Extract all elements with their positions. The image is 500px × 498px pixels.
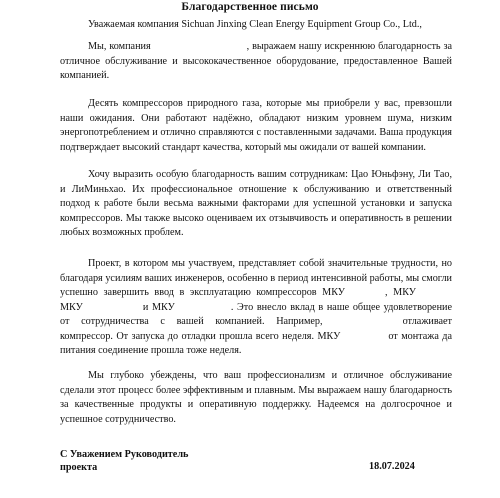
closing-line-2: проекта [60,462,98,473]
paragraph-conclusion: Мы глубоко убеждены, что ваш профессионализм и отличное обслуживание сделали этот процесс более эффективным и плавным. Мы выражаем нашу благодарность за качественные продукты и оперативную поддержку. Надеемся на долгосрочное и успешное сотрудничество. [60,370,452,425]
paragraph-project: Проект, в котором мы участвуем, представляет собой значительные трудности, но благодаря усилиям ваших инженеров, особенно в период интенсивной работы, мы смогли успешно завершить ввод в эксплуатацию компрессоров МКУ , МКУ МКУ и МКУ . Это внесло вклад в наше общее удовлетворение от сотрудничества с вашей компанией. Например, отлаживает компрессор. От запуска до отладки прошла всего неделя. МКУ от монтажа да питания соединение прошла тоже неделя. [60,258,452,356]
signature-block [60,448,188,474]
closing-line-1: С Уважением Руководитель [60,449,189,460]
letter-date: 18.07.2024 [369,461,415,472]
paragraph-staff: Хочу выразить особую благодарность вашим сотрудникам: Цао Юньфэну, Ли Тао, и ЛиМиньхао. Их профессиональное отношение к обслуживанию и ответственный подход к работе были весьма важными факторами для успешной установки и запуска компрессоров. Мы также высоко оцениваем их отзывчивость и оперативность в решении любых возможных проблем. [60,169,452,238]
paragraph-intro: Мы, компания , выражаем нашу искреннюю благодарность за отличное обслуживание и высококачественное оборудование, предоставленное Вашей компанией. [60,41,452,81]
letter-title: Благодарственное письмо [181,1,319,13]
paragraph-compressors: Десять компрессоров природного газа, которые мы приобрели у вас, превзошли наши ожидания. Они работают надёжно, обладают низким уровнем шума, низким энергопотреблением и отлично справляются с поставленными задачами. Ваша продукция подтверждает высокий стандарт качества, который мы ожидали от вашей компании. [60,98,452,153]
greeting: Уважаемая компания Sichuan Jinxing Clean Energy Equipment Group Co., Ltd., [88,19,422,30]
